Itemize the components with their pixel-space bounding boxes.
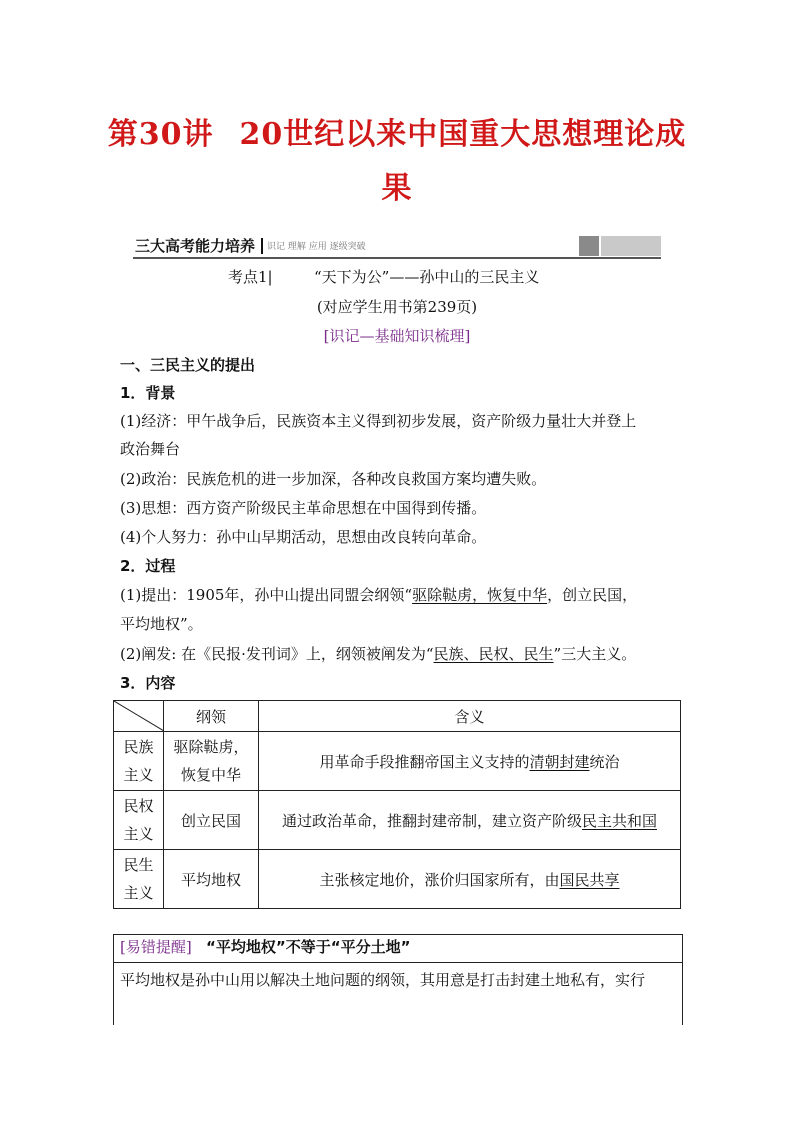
program-cell: 驱除鞑虏， 恢复中华 bbox=[164, 732, 259, 791]
banner-sub: 识记 理解 应用 逐级突破 bbox=[267, 242, 366, 252]
doctrine-name: 民族 主义 bbox=[114, 732, 164, 791]
process-heading: 2．过程 bbox=[120, 557, 176, 575]
background-heading: 1．背景 bbox=[120, 384, 176, 402]
process-item-1: (1)提出：1905年，孙中山提出同盟会纲领“驱除鞑虏，恢复中华，创立民国， bbox=[120, 586, 638, 604]
tip-divider bbox=[114, 962, 682, 963]
lecture-number: 第30讲 bbox=[107, 117, 214, 152]
process-item-1-cont: 平均地权”。 bbox=[120, 615, 203, 633]
program-cell: 平均地权 bbox=[164, 850, 259, 909]
banner-main: 三大高考能力培养 bbox=[135, 237, 256, 255]
page-reference: (对应学生用书第239页) bbox=[316, 298, 478, 316]
table-row bbox=[114, 850, 681, 909]
meaning-cell: 用革命手段推翻帝国主义支持的清朝封建统治 bbox=[259, 732, 681, 791]
kaodian-label: 考点1| bbox=[228, 268, 273, 286]
underlined-term: 民族、民权、民生 bbox=[433, 645, 554, 663]
tip-title: “平均地权”不等于“平分土地” bbox=[206, 938, 411, 956]
column-header: 含义 bbox=[259, 701, 681, 732]
tip-header bbox=[120, 935, 410, 959]
tip-body: 平均地权是孙中山用以解决土地问题的纲领，其用意是打击封建土地私有，实行 bbox=[120, 971, 646, 989]
banner-dark-block bbox=[579, 236, 599, 256]
title-line-2: 果 bbox=[381, 171, 413, 206]
tip-box bbox=[113, 934, 683, 1025]
background-item: (2)政治：民族危机的进一步加深，各种改良救国方案均遭失败。 bbox=[120, 470, 547, 488]
underlined-term: 驱除鞑虏，恢复中华 bbox=[412, 586, 548, 604]
doctrine-name: 民权 主义 bbox=[114, 791, 164, 850]
content-heading: 3．内容 bbox=[120, 674, 176, 692]
content-table bbox=[113, 700, 681, 909]
doctrine-name: 民生 主义 bbox=[114, 850, 164, 909]
section-heading: 一、三民主义的提出 bbox=[120, 356, 256, 374]
tip-label: [易错提醒] bbox=[120, 938, 192, 956]
background-item: (1)经济：甲午战争后，民族资本主义得到初步发展，资产阶级力量壮大并登上 bbox=[120, 412, 637, 430]
page-title bbox=[100, 108, 694, 216]
diagonal-header-cell bbox=[114, 701, 164, 732]
title-line-1: 20世纪以来中国重大思想理论成 bbox=[239, 117, 687, 152]
banner-light-block bbox=[601, 236, 661, 256]
table-row bbox=[114, 791, 681, 850]
meaning-cell: 主张核定地价，涨价归国家所有，由国民共享 bbox=[259, 850, 681, 909]
diagonal-line bbox=[114, 701, 164, 731]
column-header: 纲领 bbox=[164, 701, 259, 732]
table-header-row bbox=[114, 701, 681, 732]
program-cell: 创立民国 bbox=[164, 791, 259, 850]
section-banner bbox=[133, 235, 661, 259]
background-item: (3)思想：西方资产阶级民主革命思想在中国得到传播。 bbox=[120, 499, 487, 517]
banner-divider bbox=[261, 238, 263, 254]
table-row bbox=[114, 732, 681, 791]
process-item-2: (2)阐发: 在《民报·发刊词》上，纲领被阐发为“民族、民权、民生”三大主义。 bbox=[120, 645, 637, 663]
kaodian-title: “天下为公”——孙中山的三民主义 bbox=[314, 268, 540, 286]
meaning-cell: 通过政治革命，推翻封建帝制，建立资产阶级民主共和国 bbox=[259, 791, 681, 850]
background-item: (4)个人努力：孙中山早期活动，思想由改良转向革命。 bbox=[120, 528, 487, 546]
knowledge-tag: [识记—基础知识梳理] bbox=[323, 327, 471, 345]
background-item: 政治舞台 bbox=[120, 440, 181, 458]
